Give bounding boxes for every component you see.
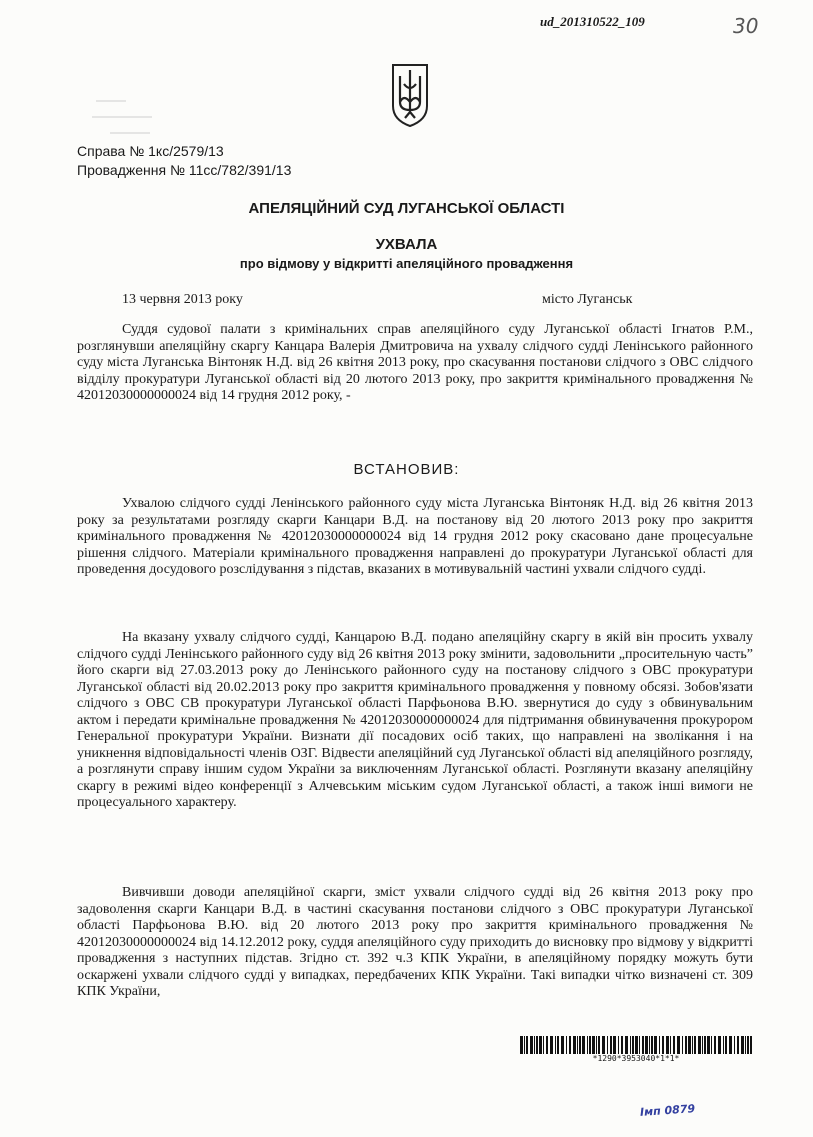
scan-artifact: [92, 116, 152, 118]
barcode-bar: [534, 1036, 535, 1054]
barcode-bar: [704, 1036, 706, 1054]
archive-stamp: Імп 0879: [639, 1102, 696, 1119]
decision-city: місто Луганськ: [542, 292, 633, 307]
barcode-bar: [654, 1036, 657, 1054]
barcode-bar: [582, 1036, 585, 1054]
barcode-bar: [745, 1036, 746, 1054]
barcode-bar: [729, 1036, 732, 1054]
barcode-bar: [524, 1036, 525, 1054]
barcode-bar: [621, 1036, 623, 1054]
barcode-bar: [707, 1036, 710, 1054]
barcode-bar: [702, 1036, 703, 1054]
decision-date: 13 червня 2013 року: [122, 292, 243, 307]
barcode-bar: [632, 1036, 634, 1054]
barcode-bar: [566, 1036, 567, 1054]
barcode-bar: [596, 1036, 597, 1054]
scan-artifact: [110, 132, 150, 134]
barcode-bar: [610, 1036, 612, 1054]
barcode-bars: [520, 1036, 752, 1054]
barcode-bar: [530, 1036, 533, 1054]
page-number: 30: [733, 14, 759, 38]
barcode-bar: [734, 1036, 735, 1054]
barcode-bar: [577, 1036, 578, 1054]
barcode-bar: [670, 1036, 671, 1054]
barcode-bar: [725, 1036, 727, 1054]
barcode-bar: [635, 1036, 638, 1054]
barcode-bar: [546, 1036, 548, 1054]
barcode-bar: [618, 1036, 619, 1054]
barcode-bar: [737, 1036, 739, 1054]
barcode-bar: [543, 1036, 544, 1054]
case-number: Справа № 1кс/2579/13: [77, 143, 224, 159]
barcode-bar: [613, 1036, 616, 1054]
barcode-bar: [741, 1036, 744, 1054]
barcode-bar: [698, 1036, 701, 1054]
court-name: АПЕЛЯЦІЙНИЙ СУД ЛУГАНСЬКОЇ ОБЛАСТІ: [248, 200, 565, 217]
barcode-bar: [598, 1036, 600, 1054]
document-id: ud_201310522_109: [540, 14, 645, 29]
proceeding-number: Провадження № 11сс/782/391/13: [77, 162, 292, 178]
barcode-bar: [677, 1036, 680, 1054]
barcode-text: *1290*3953040*1*1*: [592, 1054, 680, 1063]
barcode-bar: [589, 1036, 591, 1054]
barcode-bar: [561, 1036, 564, 1054]
barcode-bar: [639, 1036, 640, 1054]
barcode-bar: [539, 1036, 542, 1054]
barcode-bar: [602, 1036, 605, 1054]
ukraine-trident-emblem-icon: [390, 62, 430, 128]
barcode-bar: [573, 1036, 576, 1054]
barcode-bar: [550, 1036, 553, 1054]
barcode-bar: [651, 1036, 653, 1054]
barcode-bar: [714, 1036, 716, 1054]
barcode-bar: [569, 1036, 571, 1054]
barcode-bar: [649, 1036, 650, 1054]
paragraph-reasoning: Вивчивши доводи апеляційної скарги, зміст ухвали слідчого судді від 26 квітня 2013 року про задоволення скарги Канцари В.Д. в частині скасування постанови слідчого з ОВС прокуратури Луганської області Парфьонова В.Ю. від 20 лютого 2013 року про закриття кримінального провадження № 42012030000000024 від 14.12.2012 року, суддя апеляційного суду приходить до висновку про відмову у відкритті провадження з наступних підстав. Згідно ст. 392 ч.3 КПК України, в апеляційному порядку можуть бути оскаржені ухвали слідчого судді у випадках, передбачених КПК України. Такі випадки чітко визначені ст. 309 КПК України,: [77, 885, 753, 999]
barcode-bar: [747, 1036, 749, 1054]
barcode-bar: [645, 1036, 648, 1054]
barcode-bar: [694, 1036, 696, 1054]
barcode-bar: [630, 1036, 631, 1054]
barcode: [520, 1036, 752, 1063]
barcode-bar: [666, 1036, 669, 1054]
barcode-bar: [579, 1036, 581, 1054]
paragraph-appeal: На вказану ухвалу слідчого судді, Канцарою В.Д. подано апеляційну скаргу в якій він просить ухвалу слідчого судді Ленінського районного суду від 26 квітня 2013 року змінити, задовольнити „просительную часть” його скарги від 27.03.2013 року до Ленінського районного суду на постанову слідчого з ОВС прокуратури Луганської області від 20.02.2013 року про закриття кримінального провадження у повному обсязі. Зобов'язати слідчого з ОВС СВ прокуратури Луганської області Парфьонова В.Ю. звернутися до суду з обвинувальним актом і передати кримінальне провадження № 42012030000000024 для підтримання обвинувачення прокурором Генеральної прокуратури України. Визнати дії посадових осіб таких, що направлені на зволікання і на уникнення відповідальності членів ОЗГ. Відвести апеляційний суд Луганської області від апеляційного розгляду, а розглянути справу іншим судом України за виключенням Луганської області. Розглянути вказану апеляційну скаргу в режимі відео конференції з Алчевським міським судом Луганської області, а також інші вимоги не процесуального характеру.: [77, 630, 753, 810]
barcode-bar: [625, 1036, 628, 1054]
scan-artifact: [96, 100, 126, 102]
document-subtitle: про відмову у відкритті апеляційного провадження: [239, 256, 574, 271]
section-heading: ВСТАНОВИВ:: [353, 461, 460, 478]
barcode-bar: [723, 1036, 724, 1054]
barcode-bar: [750, 1036, 752, 1054]
barcode-bar: [662, 1036, 664, 1054]
barcode-bar: [659, 1036, 660, 1054]
barcode-bar: [718, 1036, 721, 1054]
barcode-bar: [592, 1036, 595, 1054]
barcode-bar: [685, 1036, 687, 1054]
barcode-bar: [642, 1036, 644, 1054]
barcode-bar: [520, 1036, 523, 1054]
barcode-bar: [607, 1036, 608, 1054]
barcode-bar: [711, 1036, 712, 1054]
barcode-bar: [673, 1036, 675, 1054]
paragraph-intro: Суддя судової палати з кримінальних справ апеляційного суду Луганської області Ігнатов Р.М., розглянувши апеляційну скаргу Канцара Валерія Дмитровича на ухвалу слідчого судді Ленінського районного суду міста Луганська Вінтоняк Н.Д. від 26 квітня 2013 року, про скасування постанови слідчого з ОВС слідчого відділу прокуратури Луганської області від 20 лютого 2013 року, про закриття кримінального провадження № 42012030000000024 від 14 грудня 2012 року, -: [77, 322, 753, 403]
paragraph-ruling: Ухвалою слідчого судді Ленінського районного суду міста Луганська Вінтоняк Н.Д. від 26 квітня 2013 року за результатами розгляду скарги Канцари В.Д. на постанову від 20 лютого 2013 року про закриття кримінального провадження № 42012030000000024 від 14 грудня 2012 року скасовано дане процесуальне рішення слідчого. Матеріали кримінального провадження направлені до прокуратури Луганської області для проведення досудового розслідування з підстав, вказаних в мотивувальній частині ухвали слідчого судді.: [77, 496, 753, 577]
barcode-bar: [557, 1036, 559, 1054]
barcode-bar: [688, 1036, 691, 1054]
document-type: УХВАЛА: [375, 236, 438, 253]
barcode-bar: [587, 1036, 588, 1054]
barcode-bar: [555, 1036, 556, 1054]
barcode-bar: [536, 1036, 538, 1054]
barcode-bar: [692, 1036, 693, 1054]
barcode-bar: [526, 1036, 528, 1054]
barcode-bar: [682, 1036, 683, 1054]
